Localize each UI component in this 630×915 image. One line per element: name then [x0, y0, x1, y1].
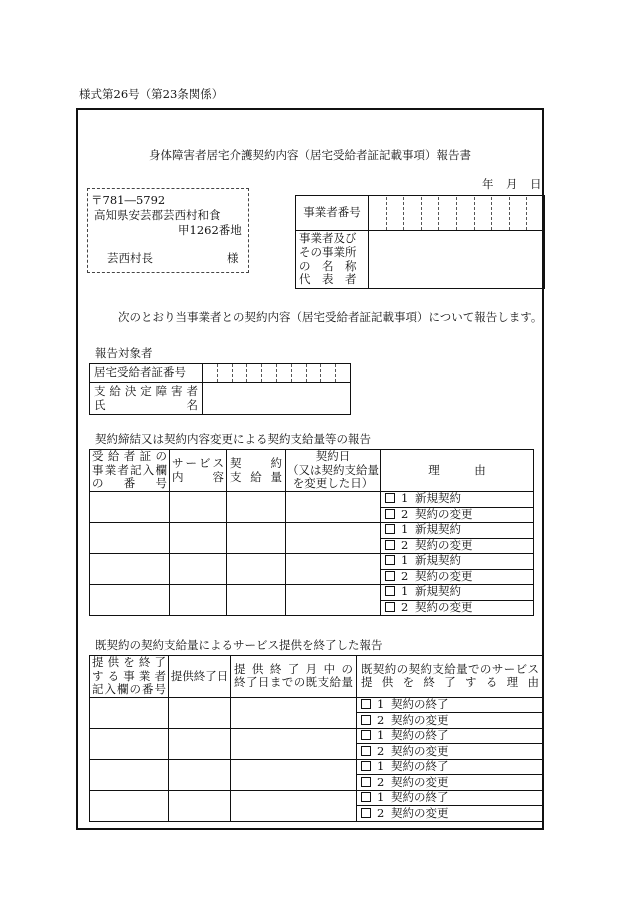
reason-label: 新規契約 [415, 553, 461, 568]
s2-input-cell[interactable] [90, 728, 169, 759]
checkbox[interactable] [385, 524, 395, 534]
reason-label: 契約の終了 [391, 697, 449, 712]
s1-input-cell[interactable] [90, 554, 170, 585]
person-name-label: 支給決定障害者 氏 名 [90, 383, 203, 415]
s2-col-reason-header: 既契約の契約支給量でのサービス 提供を終了する理由 [357, 656, 544, 698]
address-line-1: 高知県安芸郡芸西村和食 [94, 208, 221, 222]
s1-input-cell[interactable] [170, 523, 227, 554]
checkbox[interactable] [361, 730, 371, 740]
checkbox[interactable] [385, 555, 395, 565]
s1-input-cell[interactable] [286, 492, 381, 523]
s2-input-cell[interactable] [90, 697, 169, 728]
reason-number: 2 [377, 805, 385, 820]
s2-reason-option[interactable] [357, 697, 544, 713]
s1-reason-option[interactable] [381, 554, 534, 570]
reason-number: 2 [401, 537, 409, 552]
reason-label: 契約の変更 [415, 506, 473, 521]
s1-col-service-header: サービス 内 容 [170, 450, 227, 492]
s1-input-cell[interactable] [286, 585, 381, 616]
date-year-label: 年 [482, 177, 494, 191]
s2-reason-option[interactable] [357, 790, 544, 806]
date-day-label: 日 [530, 177, 542, 191]
checkbox[interactable] [361, 808, 371, 818]
checkbox[interactable] [361, 792, 371, 802]
termination-report-table [89, 655, 544, 822]
reason-number: 1 [401, 491, 409, 506]
reason-label: 契約の変更 [415, 537, 473, 552]
section1-heading: 契約締結又は契約内容変更による契約支給量等の報告 [95, 432, 371, 446]
reason-number: 2 [401, 599, 409, 614]
reason-label: 契約の変更 [415, 568, 473, 583]
s2-col-number-header: 提供を終了 する事業者 記入欄の番号 [90, 656, 169, 698]
s2-reason-option[interactable] [357, 775, 544, 791]
reason-label: 契約の変更 [391, 743, 449, 758]
s2-input-cell[interactable] [231, 697, 357, 728]
address-block [87, 188, 249, 273]
reason-number: 2 [401, 568, 409, 583]
s2-reason-option[interactable] [357, 713, 544, 729]
s1-reason-option[interactable] [381, 585, 534, 601]
s1-reason-option[interactable] [381, 538, 534, 554]
checkbox[interactable] [385, 586, 395, 596]
reason-number: 1 [401, 553, 409, 568]
s1-reason-option[interactable] [381, 569, 534, 585]
s1-reason-option[interactable] [381, 523, 534, 539]
checkbox[interactable] [361, 777, 371, 787]
reason-label: 契約の終了 [391, 728, 449, 743]
s2-input-cell[interactable] [90, 759, 169, 790]
address-line-2: 甲1262番地 [178, 223, 242, 237]
provider-name-label: 事業者及び その事業所 の 名 称 代 表 者 [296, 231, 369, 289]
s2-reason-option[interactable] [357, 759, 544, 775]
reason-label: 新規契約 [415, 522, 461, 537]
s2-col-enddate-header: 提供終了日 [169, 656, 231, 698]
reason-number: 2 [401, 506, 409, 521]
s1-col-cert-header: 受給者証の 事業者記入欄 の 番 号 [90, 450, 170, 492]
s2-input-cell[interactable] [90, 790, 169, 821]
reason-label: 新規契約 [415, 491, 461, 506]
reason-number: 2 [377, 743, 385, 758]
subject-heading: 報告対象者 [95, 346, 153, 360]
s2-row [90, 697, 544, 713]
s1-input-cell[interactable] [227, 523, 286, 554]
s1-row [90, 585, 534, 601]
s2-input-cell[interactable] [231, 728, 357, 759]
s2-input-cell[interactable] [169, 697, 231, 728]
reason-number: 1 [377, 790, 385, 805]
contract-report-table [89, 449, 534, 616]
reason-label: 契約の変更 [415, 599, 473, 614]
s1-input-cell[interactable] [170, 554, 227, 585]
s1-col-reason-header: 理 由 [381, 450, 534, 492]
s1-reason-option[interactable] [381, 492, 534, 508]
s1-reason-option[interactable] [381, 507, 534, 523]
s1-row [90, 492, 534, 508]
s1-input-cell[interactable] [227, 585, 286, 616]
s2-input-cell[interactable] [169, 790, 231, 821]
provider-table [295, 195, 545, 289]
s2-reason-option[interactable] [357, 728, 544, 744]
addressee-honorific: 様 [227, 251, 239, 265]
s1-input-cell[interactable] [227, 492, 286, 523]
s1-input-cell[interactable] [286, 523, 381, 554]
subject-table [89, 363, 351, 415]
postal-code: 〒781―5792 [91, 193, 166, 207]
provider-number-label: 事業者番号 [296, 196, 369, 231]
s2-reason-option[interactable] [357, 806, 544, 822]
s1-input-cell[interactable] [90, 585, 170, 616]
s1-row [90, 554, 534, 570]
reason-label: 契約の変更 [391, 774, 449, 789]
s2-col-supplied-header: 提供終了月中の 終了日までの既支給量 [231, 656, 357, 698]
s1-input-cell[interactable] [90, 523, 170, 554]
checkbox[interactable] [385, 571, 395, 581]
intro-text: 次のとおり当事業者との契約内容（居宅受給者証記載事項）について報告します。 [118, 310, 543, 324]
checkbox[interactable] [361, 746, 371, 756]
s2-input-cell[interactable] [231, 790, 357, 821]
reason-label: 契約の変更 [391, 805, 449, 820]
reason-number: 1 [401, 584, 409, 599]
s2-row [90, 759, 544, 775]
s2-input-cell[interactable] [169, 728, 231, 759]
date-month-label: 月 [506, 177, 518, 191]
reason-label: 契約の変更 [391, 712, 449, 727]
s2-input-cell[interactable] [231, 759, 357, 790]
checkbox[interactable] [385, 493, 395, 503]
addressee-name: 芸西村長 [107, 251, 153, 265]
provider-name-field[interactable] [369, 231, 545, 289]
s1-input-cell[interactable] [286, 554, 381, 585]
s1-row [90, 523, 534, 539]
reason-label: 新規契約 [415, 584, 461, 599]
form-number: 様式第26号（第23条関係） [79, 87, 224, 101]
s2-row [90, 728, 544, 744]
s1-input-cell[interactable] [170, 585, 227, 616]
s1-input-cell[interactable] [90, 492, 170, 523]
reason-number: 1 [401, 522, 409, 537]
checkbox[interactable] [385, 540, 395, 550]
checkbox[interactable] [385, 602, 395, 612]
reason-number: 1 [377, 759, 385, 774]
reason-label: 契約の終了 [391, 790, 449, 805]
reason-number: 2 [377, 712, 385, 727]
reason-number: 1 [377, 697, 385, 712]
reason-number: 1 [377, 728, 385, 743]
s1-reason-option[interactable] [381, 600, 534, 616]
s1-col-amount-header: 契 約 支給量 [227, 450, 286, 492]
checkbox[interactable] [361, 699, 371, 709]
cert-number-field[interactable] [203, 364, 351, 383]
s1-input-cell[interactable] [170, 492, 227, 523]
cert-number-label: 居宅受給者証番号 [90, 364, 203, 383]
s1-col-date-header: 契約日 （又は契約支給量 を変更した日） [287, 449, 379, 491]
s1-input-cell[interactable] [227, 554, 286, 585]
provider-number-field[interactable] [369, 196, 545, 231]
s2-row [90, 790, 544, 806]
reason-label: 契約の終了 [391, 759, 449, 774]
person-name-field[interactable] [203, 383, 351, 415]
reason-number: 2 [377, 774, 385, 789]
s2-input-cell[interactable] [169, 759, 231, 790]
section2-heading: 既契約の契約支給量によるサービス提供を終了した報告 [95, 638, 383, 652]
checkbox[interactable] [385, 509, 395, 519]
s2-reason-option[interactable] [357, 744, 544, 760]
checkbox[interactable] [361, 715, 371, 725]
checkbox[interactable] [361, 761, 371, 771]
page-title: 身体障害者居宅介護契約内容（居宅受給者証記載事項）報告書 [149, 148, 471, 162]
